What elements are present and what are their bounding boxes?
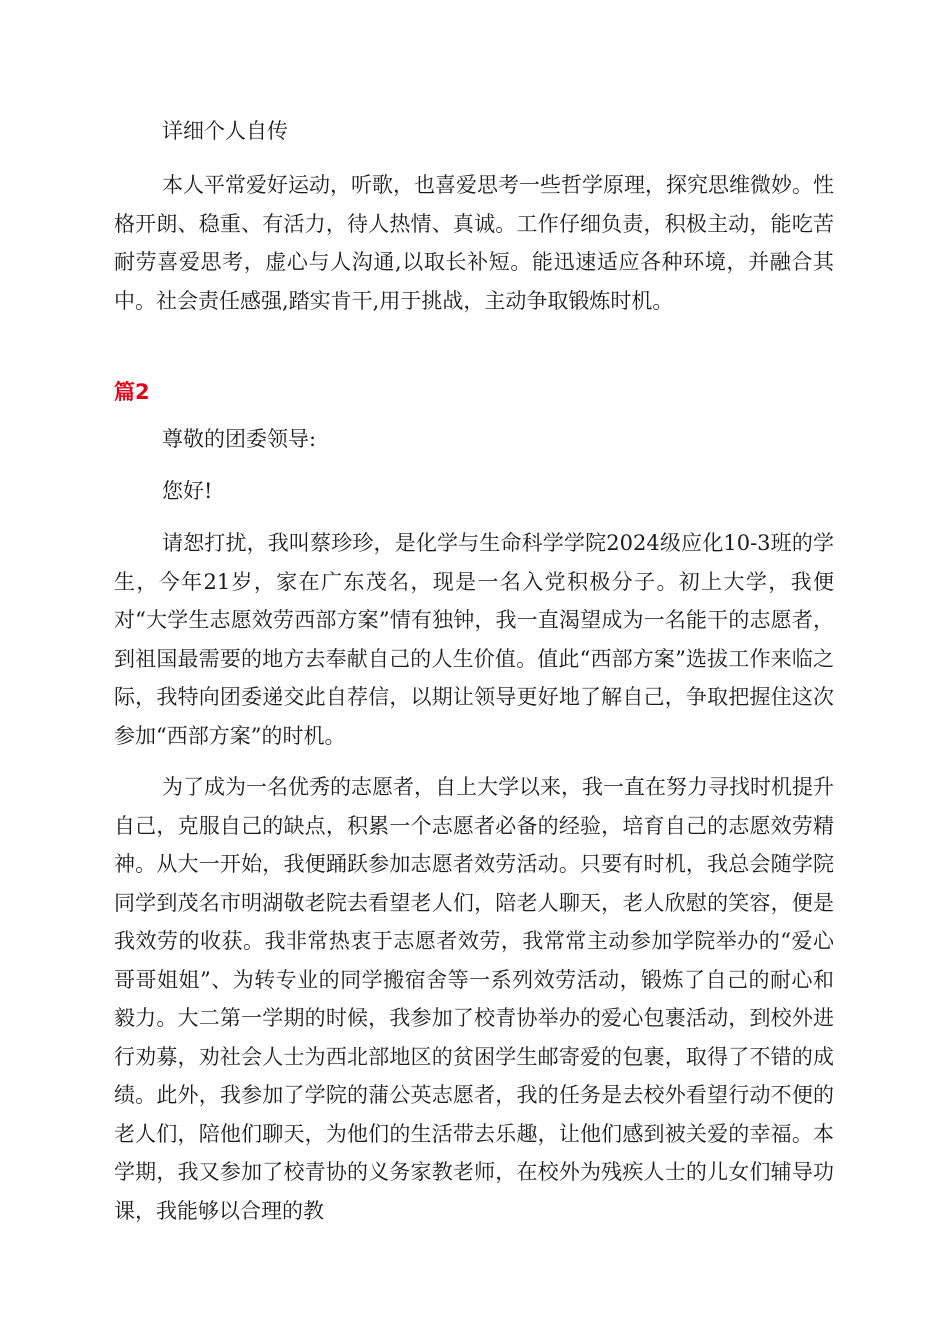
- autobiography-title: 详细个人自传: [162, 119, 288, 143]
- letter-greeting: 您好!: [162, 479, 213, 503]
- letter-paragraph-experience: 为了成为一名优秀的志愿者，自上大学以来，我一直在努力寻找时机提升自己，克服自己的缺点，积累一个志愿者必备的经验，培育自己的志愿效劳精神。从大一开始，我便踊跃参加志愿者效劳活动。只要有时机，我总会随学院同学到茂名市明湖敬老院去看望老人们，陪老人聊天，老人欣慰的笑容，便是我效劳的收获。我非常热衷于志愿者效劳，我常常主动参加学院举办的“爱心哥哥姐姐”、为转专业的同学搬宿舍等一系列效劳活动，锻炼了自己的耐心和毅力。大二第一学期的时候，我参加了校青协举办的爱心包裹活动，到校外进行劝募，劝社会人士为西北部地区的贫困学生邮寄爱的包裹，取得了不错的成绩。此外，我参加了学院的蒲公英志愿者，我的任务是去校外看望行动不便的老人们，陪他们聊天，为他们的生活带去乐趣，让他们感到被关爱的幸福。本学期，我又参加了校青协的义务家教老师，在校外为残疾人士的儿女们辅导功课，我能够以合理的教: [114, 775, 834, 1223]
- autobiography-paragraph: 本人平常爱好运动，听歌，也喜爱思考一些哲学原理，探究思维微妙。性格开朗、稳重、有活力，待人热情、真诚。工作仔细负责，积极主动，能吃苦耐劳喜爱思考，虚心与人沟通,以取长补短。能迅速适应各种环境，并融合其中。社会责任感强,踏实肯干,用于挑战，主动争取锻炼时机。: [114, 173, 834, 313]
- letter-salutation: 尊敬的团委领导:: [162, 427, 317, 451]
- letter-paragraph-intro: 请恕打扰，我叫蔡珍珍，是化学与生命科学学院2024级应化10-3班的学生，今年21岁，家在广东茂名，现是一名入党积极分子。初上大学，我便对“大学生志愿效劳西部方案”情有独钟，我一直渴望成为一名能干的志愿者，到祖国最需要的地方去奉献自己的人生价值。值此“西部方案”选拔工作来临之际，我特向团委递交此自荐信，以期让领导更好地了解自己，争取把握住这次参加“西部方案”的时机。: [114, 531, 834, 748]
- section-heading: 篇2: [114, 380, 150, 404]
